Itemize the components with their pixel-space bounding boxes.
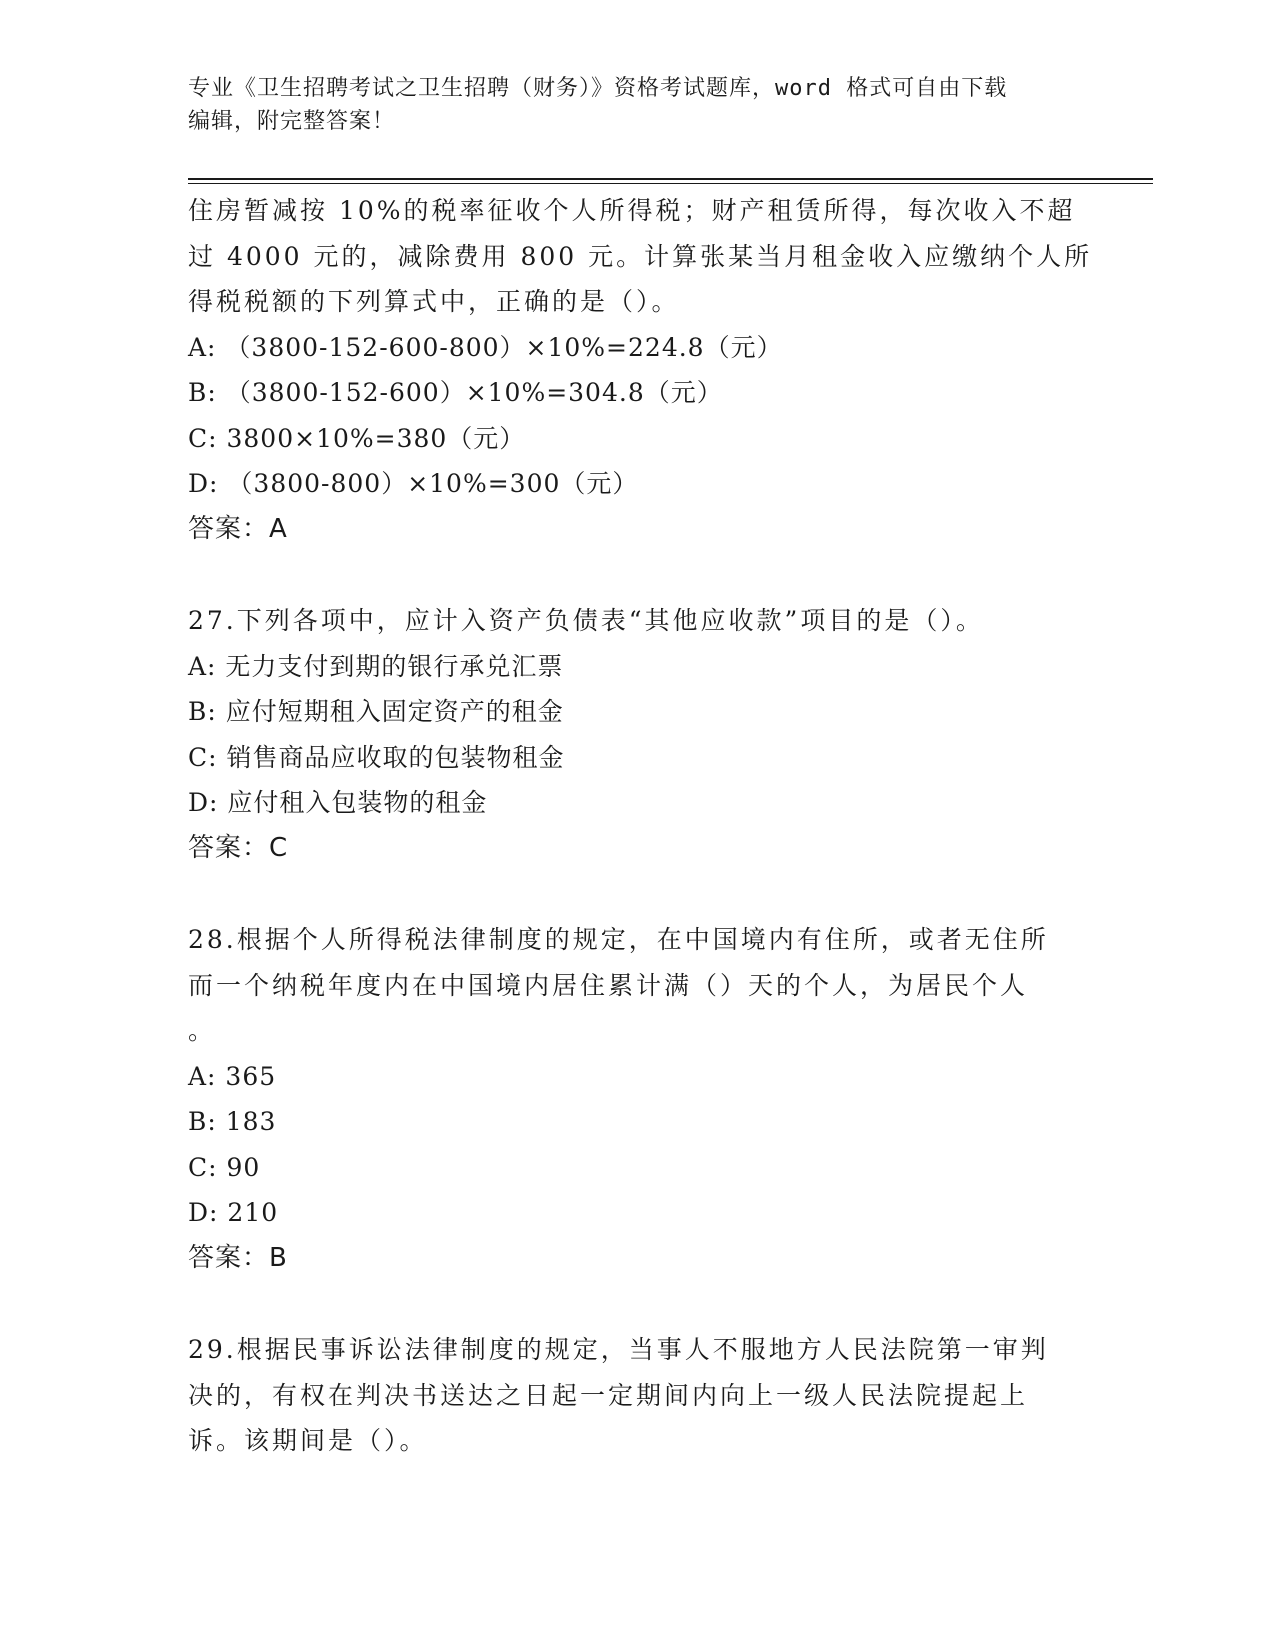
question-text-line: 决的，有权在判决书送达之日起一定期间内向上一级人民法院提起上 <box>188 1380 1029 1410</box>
question-27 <box>188 598 1088 871</box>
answer-label: 答案：C <box>188 832 289 863</box>
option-b: B: 183 <box>188 1107 277 1136</box>
option-a: A: （3800-152-600-800）×10%=224.8（元） <box>188 332 783 362</box>
question-text-line: 住房暂减按 10%的税率征收个人所得税；财产租赁所得，每次收入不超 <box>188 196 1076 225</box>
header-line-1: 专业《卫生招聘考试之卫生招聘（财务）》资格考试题库，word 格式可自由下载 <box>188 76 1008 101</box>
answer-label: 答案：A <box>188 513 288 544</box>
question-26 <box>188 188 1093 552</box>
option-a: A: 无力支付到期的银行承兑汇票 <box>188 651 564 681</box>
question-text-line: 而一个纳税年度内在中国境内居住累计满（）天的个人，为居民个人 <box>188 970 1029 1000</box>
option-c: C: 90 <box>188 1152 261 1182</box>
spacer <box>188 1281 1088 1327</box>
header-divider-thick <box>188 178 1153 180</box>
question-text-line: 得税税额的下列算式中，正确的是（）。 <box>188 287 680 316</box>
option-c: C: 销售商品应收取的包装物租金 <box>188 742 565 772</box>
option-c: C: 3800×10%=380（元） <box>188 423 526 453</box>
option-d: D: （3800-800）×10%=300（元） <box>188 469 639 498</box>
header-line-2: 编辑，附完整答案！ <box>188 109 396 134</box>
option-b: B: 应付短期租入固定资产的租金 <box>188 697 564 726</box>
spacer <box>188 871 1088 917</box>
question-28 <box>188 917 1088 1281</box>
question-text-line: 28.根据个人所得税法律制度的规定，在中国境内有住所，或者无住所 <box>188 925 1049 954</box>
question-content <box>188 188 1093 1464</box>
question-text-line: 29.根据民事诉讼法律制度的规定，当事人不服地方人民法院第一审判 <box>188 1335 1049 1364</box>
question-text-line: 。 <box>188 1016 217 1045</box>
option-a: A: 365 <box>188 1061 277 1091</box>
question-text-line: 诉。该期间是（）。 <box>188 1426 428 1455</box>
answer-label: 答案：B <box>188 1242 288 1273</box>
spacer <box>188 552 1088 598</box>
question-text-line: 过 4000 元的，减除费用 800 元。计算张某当月租金收入应缴纳个人所 <box>188 241 1093 271</box>
header-divider-thin <box>188 183 1153 184</box>
option-d: D: 应付租入包装物的租金 <box>188 788 488 817</box>
question-text-line: 27.下列各项中，应计入资产负债表“其他应收款”项目的是（）。 <box>188 606 984 635</box>
question-29 <box>188 1327 1088 1464</box>
page-header <box>188 72 1088 138</box>
option-d: D: 210 <box>188 1198 279 1227</box>
option-b: B: （3800-152-600）×10%=304.8（元） <box>188 378 723 407</box>
